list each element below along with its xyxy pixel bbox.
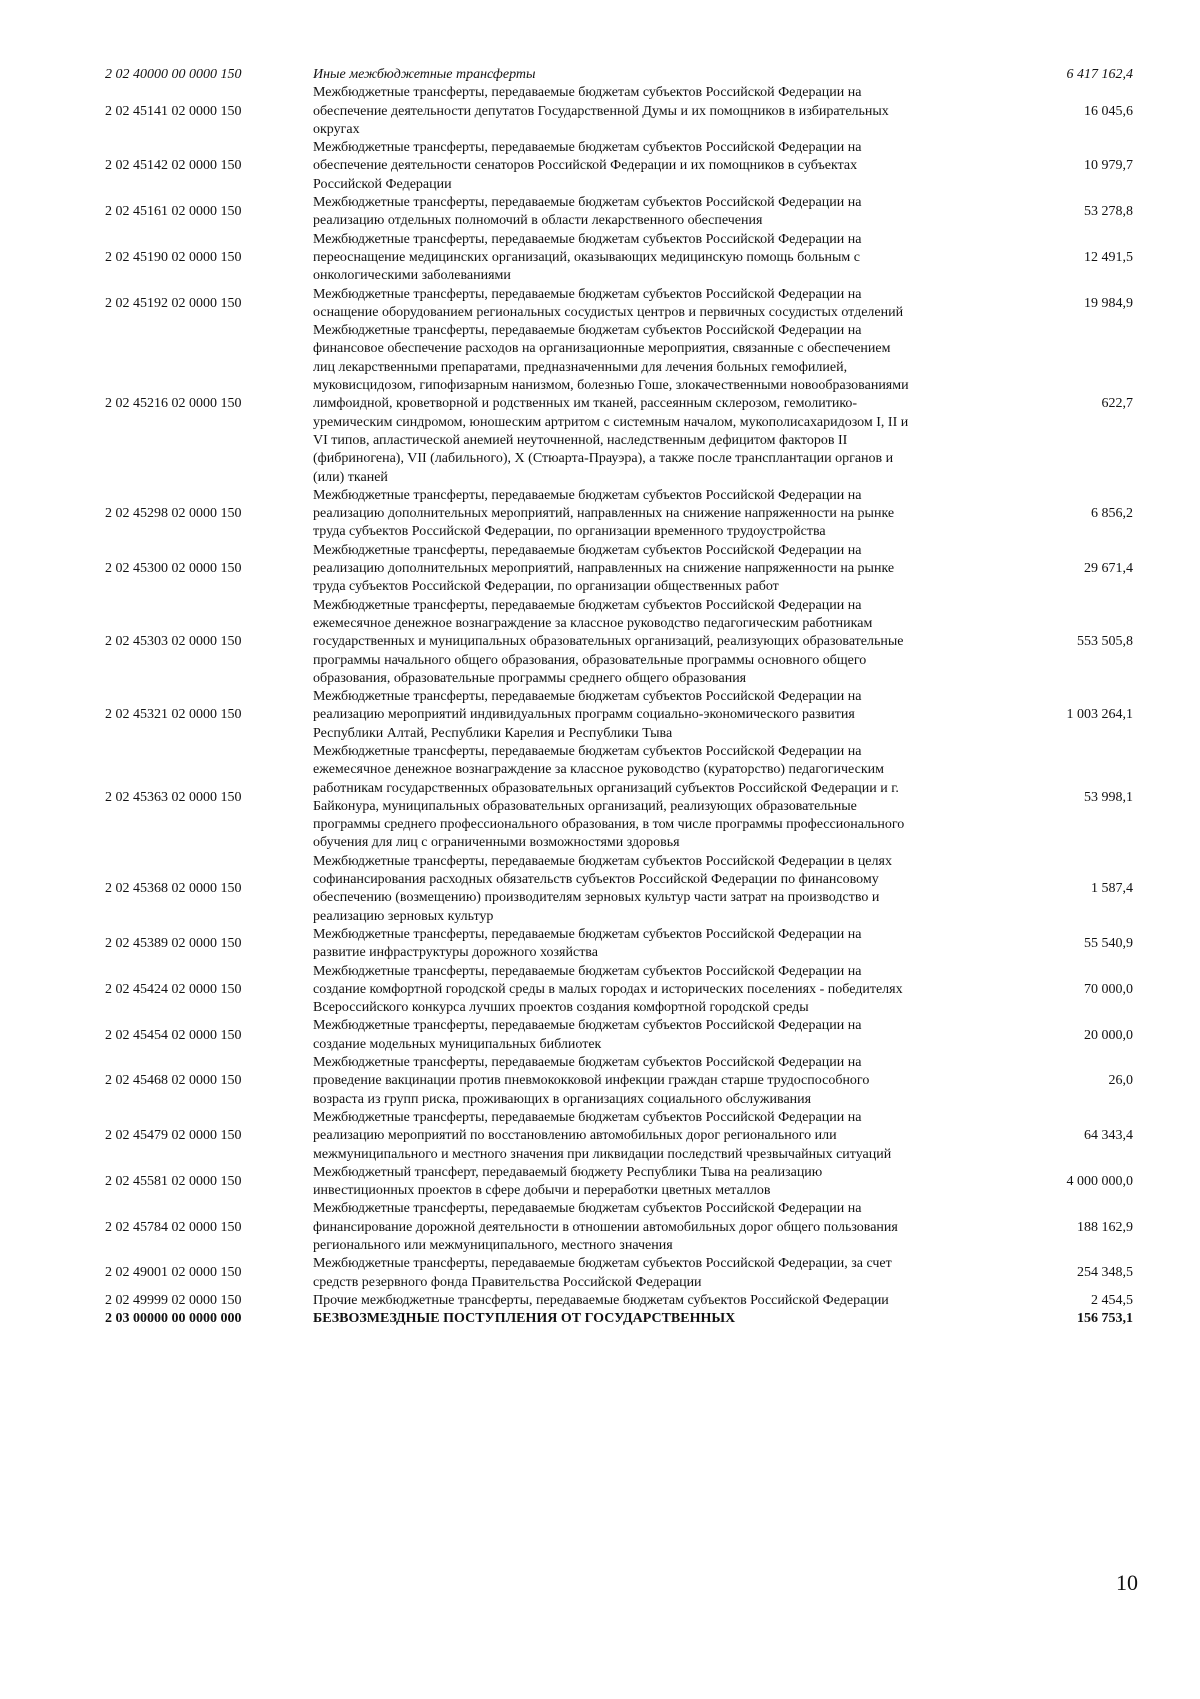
table-row [105, 487, 1135, 542]
row-code: 2 02 45368 02 0000 150 [105, 881, 242, 897]
row-code: 2 02 45468 02 0000 150 [105, 1073, 242, 1089]
row-amount: 55 540,9 [1084, 936, 1133, 952]
row-amount: 553 505,8 [1077, 634, 1133, 650]
row-code: 2 02 45303 02 0000 150 [105, 634, 242, 650]
row-code: 2 02 45216 02 0000 150 [105, 396, 242, 412]
row-description: Межбюджетные трансферты, передаваемые бюджетам субъектов Российской Федерации на обеспечение деятельности депутатов Государственной Думы и их помощников в избирательных округах [313, 85, 889, 137]
row-amount: 622,7 [1101, 396, 1133, 412]
row-description: Межбюджетные трансферты, передаваемые бюджетам субъектов Российской Федерации на переоснащение медицинских организаций, оказывающих медицинскую помощь больным с онкологическими заболеваниями [313, 231, 862, 284]
row-description: Межбюджетные трансферты, передаваемые бюджетам субъектов Российской Федерации на финансовое обеспечение расходов на организационные мероприятия, связанные с обеспечением лиц лекарственными препаратами, предназначенными для лечения больных гемофилией, муковисцидозом, гипофизарным нанизмом, болезнью Гоше, злокачественными новообразованиями лимфоидной, кроветворной и родственных им тканей, рассеянным склерозом, гемолитико-уремическим синдромом, юношеским артритом с системным началом, мукополисахаридозом I, II и VI типов, апластической анемией неуточненной, наследственным дефицитом факторов II (фибриногена), VII (лабильного), X (Стюарта-Прауэра), а также после трансплантации органов и (или) тканей [313, 323, 909, 485]
row-code: 2 02 45190 02 0000 150 [105, 249, 242, 265]
row-code: 2 02 45784 02 0000 150 [105, 1219, 242, 1235]
budget-table [105, 66, 1135, 1328]
row-amount: 12 491,5 [1084, 249, 1133, 265]
row-amount: 1 003 264,1 [1066, 707, 1133, 723]
row-description: Межбюджетные трансферты, передаваемые бюджетам субъектов Российской Федерации на создание комфортной городской среды в малых городах и исторических поселениях - победителях Всероссийского конкурса лучших проектов создания комфортной городской среды [313, 963, 903, 1016]
row-amount: 254 348,5 [1077, 1265, 1133, 1281]
row-amount: 4 000 000,0 [1066, 1173, 1133, 1189]
table-row [105, 1292, 1135, 1310]
row-code: 2 02 45298 02 0000 150 [105, 506, 242, 522]
row-description: Межбюджетные трансферты, передаваемые бюджетам субъектов Российской Федерации на реализацию дополнительных мероприятий, направленных на снижение напряженности на рынке труда субъектов Российской Федерации, по организации общественных работ [313, 542, 895, 595]
table-row [105, 1054, 1135, 1109]
table-row [105, 743, 1135, 853]
table-row [105, 1255, 1135, 1292]
row-amount: 10 979,7 [1084, 158, 1133, 174]
table-row [105, 286, 1135, 323]
page-number: 10 [1116, 1570, 1138, 1595]
row-amount: 53 998,1 [1084, 789, 1133, 805]
table-row [105, 322, 1135, 487]
row-code: 2 02 45141 02 0000 150 [105, 103, 242, 119]
row-amount: 53 278,8 [1084, 204, 1133, 220]
row-code: 2 02 45389 02 0000 150 [105, 936, 242, 952]
table-row [105, 963, 1135, 1018]
table-row [105, 66, 1135, 84]
row-amount: 70 000,0 [1084, 981, 1133, 997]
row-description: Межбюджетные трансферты, передаваемые бюджетам субъектов Российской Федерации на проведение вакцинации против пневмококковой инфекции граждан старше трудоспособного возраста из групп риска, проживающих в организациях социального обслуживания [313, 1055, 870, 1107]
row-description: Межбюджетные трансферты, передаваемые бюджетам субъектов Российской Федерации на реализацию дополнительных мероприятий, направленных на снижение напряженности на рынке труда субъектов Российской Федерации, по организации временного трудоустройства [313, 487, 895, 540]
row-amount: 6 856,2 [1091, 506, 1133, 522]
row-description: Межбюджетные трансферты, передаваемые бюджетам субъектов Российской Федерации на финансирование дорожной деятельности в отношении автомобильных дорог общего пользования регионального или межмуниципального, местного значения [313, 1201, 898, 1253]
table-row [105, 1164, 1135, 1201]
row-code: 2 02 45142 02 0000 150 [105, 158, 242, 174]
row-amount: 29 671,4 [1084, 561, 1133, 577]
row-description: Прочие межбюджетные трансферты, передаваемые бюджетам субъектов Российской Федерации [313, 1292, 889, 1308]
table-row [105, 139, 1135, 194]
row-amount: 20 000,0 [1084, 1027, 1133, 1043]
row-description: Межбюджетные трансферты, передаваемые бюджетам субъектов Российской Федерации, за счет средств резервного фонда Правительства Российской Федерации [313, 1256, 892, 1290]
row-code: 2 02 40000 00 0000 150 [105, 67, 242, 82]
row-description: Межбюджетные трансферты, передаваемые бюджетам субъектов Российской Федерации на создание модельных муниципальных библиотек [313, 1018, 862, 1052]
table-row [105, 1310, 1135, 1328]
row-amount: 156 753,1 [1077, 1311, 1133, 1327]
row-description: Межбюджетный трансферт, передаваемый бюджету Республики Тыва на реализацию инвестиционных проектов в сфере добычи и переработки цветных металлов [313, 1164, 823, 1199]
row-description: БЕЗВОЗМЕЗДНЫЕ ПОСТУПЛЕНИЯ ОТ ГОСУДАРСТВЕННЫХ [313, 1311, 736, 1327]
row-code: 2 03 00000 00 0000 000 [105, 1311, 242, 1327]
row-amount: 26,0 [1108, 1073, 1133, 1089]
row-description: Иные межбюджетные трансферты [313, 67, 536, 82]
table-row [105, 84, 1135, 139]
table-row [105, 853, 1135, 926]
row-description: Межбюджетные трансферты, передаваемые бюджетам субъектов Российской Федерации на ежемесячное денежное вознаграждение за классное руководство (кураторство) педагогическим работникам государственных образовательных организаций субъектов Российской Федерации и г. Байконура, муниципальных образовательных организаций, реализующих образовательные программы среднего профессионального образования, в том числе программы профессионального обучения для лиц с ограниченными возможностями здоровья [313, 743, 905, 851]
table-row [105, 1017, 1135, 1054]
row-description: Межбюджетные трансферты, передаваемые бюджетам субъектов Российской Федерации на развитие инфраструктуры дорожного хозяйства [313, 926, 862, 961]
table-body [105, 66, 1135, 1328]
table-row [105, 688, 1135, 743]
row-amount: 6 417 162,4 [1066, 67, 1133, 82]
row-code: 2 02 49001 02 0000 150 [105, 1265, 242, 1281]
row-description: Межбюджетные трансферты, передаваемые бюджетам субъектов Российской Федерации на оснащение оборудованием региональных сосудистых центров и первичных сосудистых отделений [313, 286, 904, 320]
row-code: 2 02 45454 02 0000 150 [105, 1027, 242, 1043]
row-code: 2 02 45321 02 0000 150 [105, 707, 242, 723]
table-row [105, 231, 1135, 286]
row-description: Межбюджетные трансферты, передаваемые бюджетам субъектов Российской Федерации на реализацию мероприятий по восстановлению автомобильных дорог регионального или межмуниципального и местного значения при ликвидации последствий чрезвычайных ситуаций [313, 1109, 892, 1162]
row-code: 2 02 45479 02 0000 150 [105, 1128, 242, 1144]
table-row [105, 542, 1135, 597]
row-code: 2 02 45424 02 0000 150 [105, 981, 242, 997]
row-code: 2 02 45581 02 0000 150 [105, 1173, 242, 1189]
table-row [105, 1200, 1135, 1255]
table-row [105, 1109, 1135, 1164]
row-code: 2 02 49999 02 0000 150 [105, 1292, 242, 1308]
table-row [105, 194, 1135, 231]
row-amount: 64 343,4 [1084, 1128, 1133, 1144]
row-amount: 16 045,6 [1084, 103, 1133, 119]
row-amount: 188 162,9 [1077, 1219, 1133, 1235]
row-amount: 2 454,5 [1091, 1292, 1133, 1308]
row-description: Межбюджетные трансферты, передаваемые бюджетам субъектов Российской Федерации в целях софинансирования расходных обязательств субъектов Российской Федерации по финансовому обеспечению (возмещению) производителям зерновых культур части затрат на производство и реализацию зерновых культур [313, 853, 892, 924]
row-description: Межбюджетные трансферты, передаваемые бюджетам субъектов Российской Федерации на ежемесячное денежное вознаграждение за классное руководство педагогическим работникам государственных и муниципальных образовательных организаций, реализующих образовательные программы начального общего образования, образовательные программы основного общего образования, образовательные программы среднего общего образования [313, 597, 904, 686]
row-description: Межбюджетные трансферты, передаваемые бюджетам субъектов Российской Федерации на реализацию мероприятий индивидуальных программ социально-экономического развития Республики Алтай, Республики Карелия и Республики Тыва [313, 689, 862, 741]
row-amount: 1 587,4 [1091, 881, 1133, 897]
table-row [105, 926, 1135, 963]
row-code: 2 02 45161 02 0000 150 [105, 204, 242, 220]
table-row [105, 597, 1135, 688]
row-amount: 19 984,9 [1084, 295, 1133, 311]
row-description: Межбюджетные трансферты, передаваемые бюджетам субъектов Российской Федерации на обеспечение деятельности сенаторов Российской Федерации и их помощников в субъектах Российской Федерации [313, 140, 862, 192]
row-description: Межбюджетные трансферты, передаваемые бюджетам субъектов Российской Федерации на реализацию отдельных полномочий в области лекарственного обеспечения [313, 195, 862, 229]
row-code: 2 02 45300 02 0000 150 [105, 561, 242, 577]
row-code: 2 02 45363 02 0000 150 [105, 789, 242, 805]
row-code: 2 02 45192 02 0000 150 [105, 295, 242, 311]
